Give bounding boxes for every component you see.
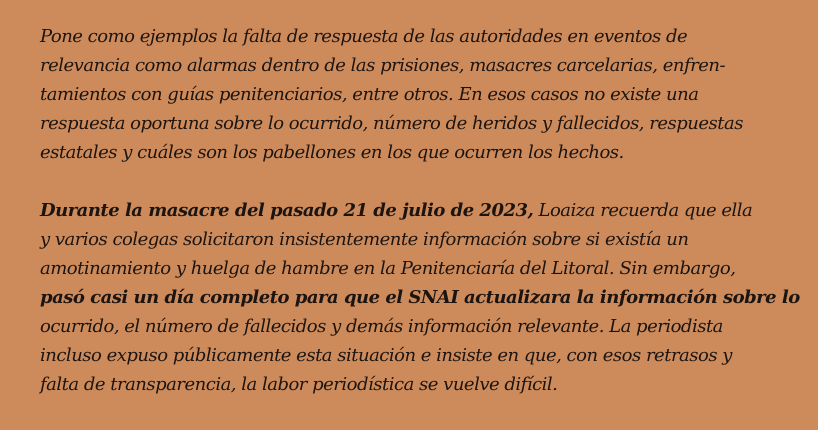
article-text	[40, 22, 812, 399]
paragraph-2-line: y varios colegas solicitaron insistentemente información sobre si existía un	[40, 229, 689, 250]
paragraph-2-line: ocurrido, el número de fallecidos y demás información relevante. La periodista	[40, 316, 723, 337]
paragraph-spacer	[40, 167, 812, 196]
paragraph-2-line: falta de transparencia, la labor periodística se vuelve difícil.	[40, 374, 558, 395]
paragraph-1-line: Pone como ejemplos la falta de respuesta de las autoridades en eventos de	[40, 26, 688, 47]
line-text: Loaiza recuerda que ella	[533, 200, 753, 221]
paragraph-2-line: amotinamiento y huelga de hambre en la Penitenciaría del Litoral. Sin embargo,	[40, 258, 736, 279]
paragraph-2-line	[40, 196, 812, 225]
paragraph-2-line: incluso expuso públicamente esta situación e insiste en que, con esos retrasos y	[40, 345, 732, 366]
paragraph-2-bold-line: pasó casi un día completo para que el SNAI actualizara la información sobre lo	[40, 287, 800, 308]
paragraph-1-line: relevancia como alarmas dentro de las prisiones, masacres carcelarias, enfren-	[40, 55, 726, 76]
bold-phrase: Durante la masacre del pasado 21 de julio de 2023,	[40, 200, 534, 221]
paragraph-2	[40, 196, 812, 399]
paragraph-1	[40, 22, 812, 167]
paragraph-1-line: respuesta oportuna sobre lo ocurrido, número de heridos y fallecidos, respuestas	[40, 113, 743, 134]
paragraph-1-line: tamientos con guías penitenciarios, entre otros. En esos casos no existe una	[40, 84, 699, 105]
paragraph-1-line: estatales y cuáles son los pabellones en los que ocurren los hechos.	[40, 142, 624, 163]
